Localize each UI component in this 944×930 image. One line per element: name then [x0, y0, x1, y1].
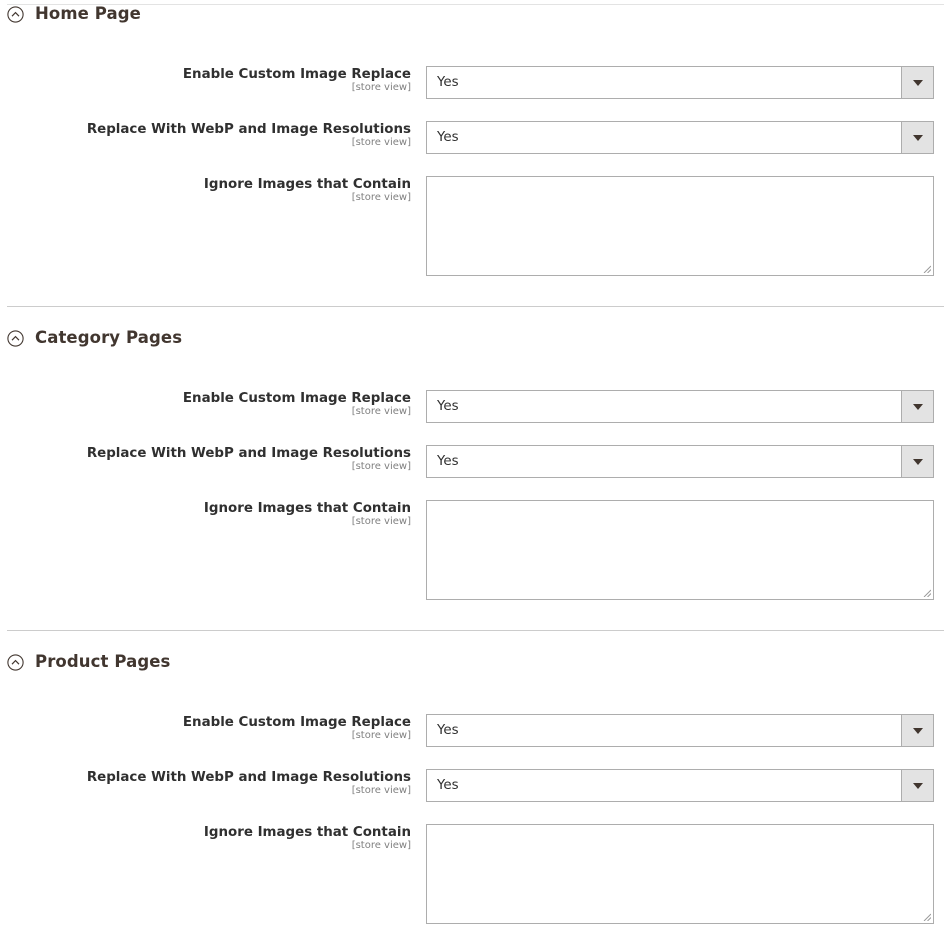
select-value: Yes	[437, 75, 459, 90]
ignore-images-textarea[interactable]	[426, 176, 934, 276]
select-arrow-button[interactable]	[901, 391, 933, 422]
select-arrow-button[interactable]	[901, 122, 933, 153]
scope-label: [store view]	[351, 82, 411, 93]
scope-label: [store view]	[351, 461, 411, 472]
field-label-text: Enable Custom Image Replace	[182, 715, 411, 730]
select-value: Yes	[437, 130, 459, 145]
section-title: Home Page	[35, 4, 141, 23]
field-label-text: Replace With WebP and Image Resolutions	[86, 122, 411, 137]
section-title: Category Pages	[35, 328, 183, 347]
select-arrow-button[interactable]	[901, 715, 933, 746]
select-arrow-button[interactable]	[901, 770, 933, 801]
triangle-down-icon	[913, 135, 923, 141]
enable-custom-image-replace-select[interactable]	[426, 66, 934, 99]
field-label-text: Ignore Images that Contain	[203, 501, 411, 516]
triangle-down-icon	[913, 404, 923, 410]
ignore-images-label	[204, 177, 411, 204]
replace-webp-select[interactable]	[426, 121, 934, 154]
replace-webp-select[interactable]	[426, 769, 934, 802]
scope-label: [store view]	[351, 730, 411, 741]
ignore-images-label	[204, 825, 411, 852]
triangle-down-icon	[913, 728, 923, 734]
field-label-text: Replace With WebP and Image Resolutions	[86, 446, 411, 461]
enable-custom-image-replace-select[interactable]	[426, 390, 934, 423]
section-divider	[7, 306, 944, 307]
triangle-down-icon	[913, 783, 923, 789]
replace-webp-label	[87, 122, 411, 149]
ignore-images-label	[204, 501, 411, 528]
triangle-down-icon	[913, 80, 923, 86]
field-label-text: Ignore Images that Contain	[203, 825, 411, 840]
enable-custom-image-replace-label	[183, 715, 411, 742]
select-arrow-button[interactable]	[901, 446, 933, 477]
replace-webp-label	[87, 770, 411, 797]
resize-grip-icon[interactable]	[923, 265, 931, 273]
section-divider	[7, 630, 944, 631]
collapse-up-circle-icon	[7, 6, 24, 23]
top-divider	[7, 4, 944, 5]
replace-webp-label	[87, 446, 411, 473]
enable-custom-image-replace-label	[183, 391, 411, 418]
scope-label: [store view]	[351, 406, 411, 417]
scope-label: [store view]	[351, 192, 411, 203]
resize-grip-icon[interactable]	[923, 913, 931, 921]
resize-grip-icon[interactable]	[923, 589, 931, 597]
section-header-home-page[interactable]	[7, 4, 141, 24]
scope-label: [store view]	[351, 516, 411, 527]
scope-label: [store view]	[351, 137, 411, 148]
enable-custom-image-replace-label	[183, 67, 411, 94]
select-value: Yes	[437, 454, 459, 469]
replace-webp-select[interactable]	[426, 445, 934, 478]
scope-label: [store view]	[351, 840, 411, 851]
select-value: Yes	[437, 778, 459, 793]
ignore-images-textarea[interactable]	[426, 500, 934, 600]
enable-custom-image-replace-select[interactable]	[426, 714, 934, 747]
scope-label: [store view]	[351, 785, 411, 796]
triangle-down-icon	[913, 459, 923, 465]
ignore-images-textarea[interactable]	[426, 824, 934, 924]
field-label-text: Ignore Images that Contain	[203, 177, 411, 192]
select-value: Yes	[437, 723, 459, 738]
section-header-category-pages[interactable]	[7, 328, 182, 348]
collapse-up-circle-icon	[7, 654, 24, 671]
select-value: Yes	[437, 399, 459, 414]
section-header-product-pages[interactable]	[7, 652, 170, 672]
field-label-text: Enable Custom Image Replace	[182, 391, 411, 406]
field-label-text: Replace With WebP and Image Resolutions	[86, 770, 411, 785]
field-label-text: Enable Custom Image Replace	[182, 67, 411, 82]
section-title: Product Pages	[35, 652, 171, 671]
collapse-up-circle-icon	[7, 330, 24, 347]
select-arrow-button[interactable]	[901, 67, 933, 98]
